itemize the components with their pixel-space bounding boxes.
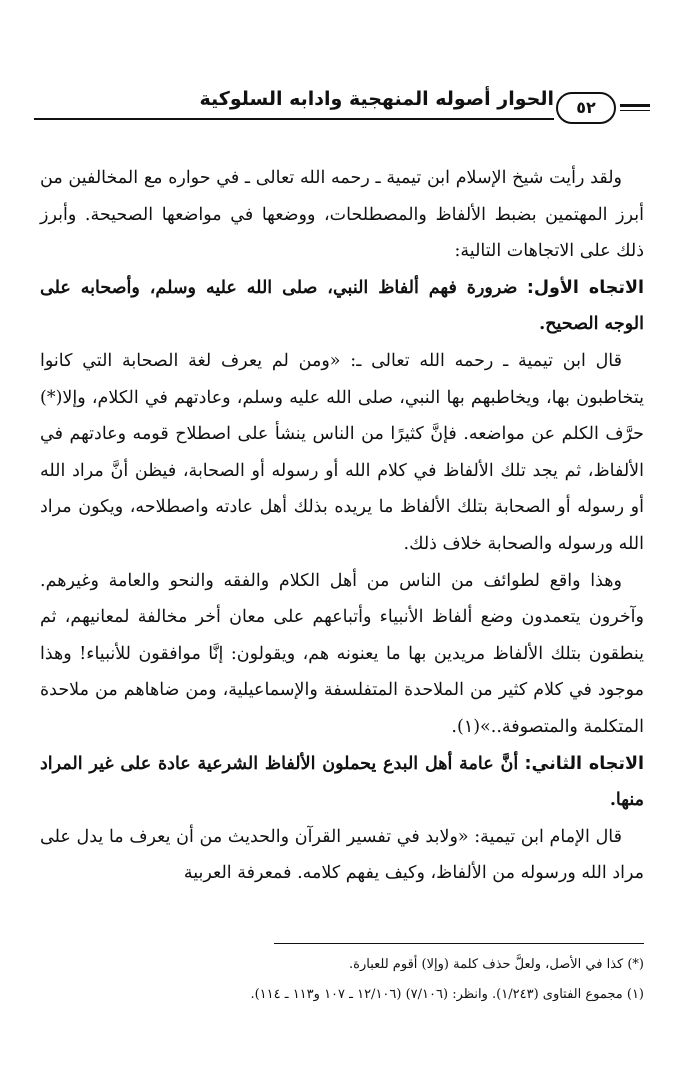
page-number: ٥٢ xyxy=(556,92,616,124)
heading-first-direction xyxy=(40,270,644,343)
heading-text-second: أنَّ عامة أهل البدع يحملون الألفاظ الشرعية عادة على غير المراد منها. xyxy=(40,753,644,811)
footnote-divider xyxy=(274,943,644,944)
page-header xyxy=(34,84,650,132)
header-rule xyxy=(34,118,554,120)
paragraph-quote-2: وهذا واقع لطوائف من الناس من أهل الكلام والفقه والنحو والعامة وغيرهم. وآخرون يتعمدون وضع ألفاظ الأنبياء وأتباعهم على معان أخر مخالفة لمعانيهم، ثم ينطقون بتلك الألفاظ مريدين بها ما يعنونه هم، ويقولون: إنَّا موافقون للأنبياء! وهذا موجود في كلام كثير من الملاحدة المتفلسفة والإسماعيلية، ومن ضاهاهم من ملاحدة المتكلمة والمتصوفة..»(١). xyxy=(40,570,644,737)
running-title: الحوار أصوله المنهجية وادابه السلوكية xyxy=(199,88,554,110)
footnote-1: (١) مجموع الفتاوى (١/٢٤٣). وانظر: (٧/١٠٦) (١٢/١٠٦ ـ ١٠٧ و١١٣ ـ ١١٤). xyxy=(250,987,644,1002)
paragraph-quote-3: قال الإمام ابن تيمية: «ولابد في تفسير القرآن والحديث من أن يعرف ما يدل على مراد الله ورسوله من الألفاظ، وكيف يفهم كلامه. فمعرفة العربية xyxy=(40,826,644,884)
page-number-ornament xyxy=(620,104,650,107)
footnotes xyxy=(40,950,644,1010)
footnote-star: (*) كذا في الأصل، ولعلَّ حذف كلمة (وإلا) أقوم للعبارة. xyxy=(349,957,644,972)
heading-label-first: الاتجاه الأول: xyxy=(526,277,644,298)
main-text xyxy=(40,160,644,892)
paragraph-quote-1: قال ابن تيمية ـ رحمه الله تعالى ـ: «ومن لم يعرف لغة الصحابة التي كانوا يتخاطبون بها، ويخاطبهم بها النبي، صلى الله عليه وسلم، وعادتهم في الكلام، وإلا(*) حرَّف الكلم عن مواضعه. فإنَّ كثيرًا من الناس ينشأ على اصطلاح قومه وعادتهم في الألفاظ، ثم يجد تلك الألفاظ في كلام الله أو رسوله أو الصحابة، فيظن أنَّ مراد الله أو رسوله أو الصحابة بتلك الألفاظ ما يريده بذلك أهل عادته واصطلاحه، ويكون مراد الله ورسوله والصحابة خلاف ذلك. xyxy=(40,350,644,554)
page-number-ornament-line xyxy=(620,110,650,111)
paragraph-intro: ولقد رأيت شيخ الإسلام ابن تيمية ـ رحمه الله تعالى ـ في حواره مع المخالفين من أبرز المهتمين بضبط الألفاظ والمصطلحات، ووضعها في مواضعها الصحيحة. وأبرز ذلك على الاتجاهات التالية: xyxy=(40,168,644,262)
heading-text-first: ضرورة فهم ألفاظ النبي، صلى الله عليه وسلم، وأصحابه على الوجه الصحيح. xyxy=(40,277,644,335)
heading-second-direction xyxy=(40,746,644,819)
heading-label-second: الاتجاه الثاني: xyxy=(524,753,644,774)
